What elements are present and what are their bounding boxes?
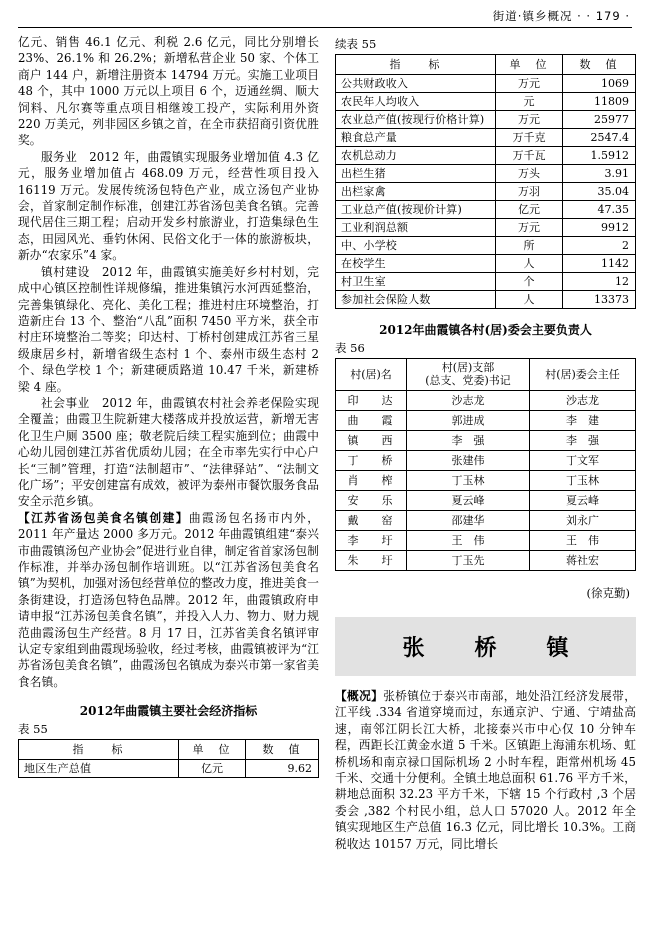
table55cont-row1-value: 11809 — [563, 93, 636, 111]
table56-row0-secretary: 沙志龙 — [407, 391, 530, 411]
table-row — [336, 93, 636, 111]
paragraph-town-village-construction: 镇村建设 2012 年，曲霞镇实施美好乡村村划，完成中心镇区控制性详规修编，推进集镇污水河西延整治，完善集镇绿化、亮化、美化工程；推进村庄环境整治，打造新庄台 13 个、整治“八乱”面积 7450 平方米，获全市村庄环境整治二等奖；印达村、丁桥村创建成江苏省三星级康居乡村，新增省级生态村 1 个、泰州市级生态村 2 个、绿色学校 1 个；新建硬质路道 10.47 千米，新建桥梁 4 座。 — [18, 264, 319, 394]
town-section-banner: 张 桥 镇 — [335, 617, 636, 676]
table56-row3-secretary: 张建伟 — [407, 451, 530, 471]
right-column — [335, 34, 636, 914]
table55cont-row10-value: 1142 — [563, 255, 636, 273]
paragraph-food-brand-lead: 【江苏省汤包美食名镇创建】 — [18, 510, 189, 525]
table55cont-row0-value: 1069 — [563, 75, 636, 93]
table55-header-value: 数 值 — [246, 740, 319, 760]
table55cont-row0-item: 公共财政收入 — [336, 75, 496, 93]
table-main-economic-indicators — [18, 739, 319, 778]
table56-row5-secretary: 夏云峰 — [407, 491, 530, 511]
table56-row4-director: 丁玉林 — [530, 471, 636, 491]
table56-title: 2012年曲霞镇各村(居)委会主要负责人 — [379, 323, 592, 337]
table-row — [336, 431, 636, 451]
table56-row0-director: 沙志龙 — [530, 391, 636, 411]
table55cont-row7-value: 47.35 — [563, 201, 636, 219]
table-row — [336, 165, 636, 183]
table-row — [336, 111, 636, 129]
table55cont-row3-value: 2547.4 — [563, 129, 636, 147]
table56-row1-village: 曲 霞 — [336, 411, 407, 431]
table55cont-row4-unit: 万千瓦 — [496, 147, 563, 165]
table55-row0-unit: 亿元 — [179, 760, 246, 778]
paragraph-overview — [335, 688, 636, 852]
table56-row4-village: 肖 榨 — [336, 471, 407, 491]
table-row — [336, 551, 636, 571]
table-row — [336, 411, 636, 431]
table55cont-row2-value: 25977 — [563, 111, 636, 129]
table56-header-secretary — [407, 359, 530, 391]
table-row — [336, 75, 636, 93]
header-page-dot-left: · — [586, 9, 592, 23]
table55cont-row9-value: 2 — [563, 237, 636, 255]
table55-header-unit: 单 位 — [179, 740, 246, 760]
table55cont-row12-value: 13373 — [563, 291, 636, 309]
table-row — [336, 237, 636, 255]
table-header-row — [19, 740, 319, 760]
header-section-title: 街道·镇乡概况 — [492, 9, 573, 23]
table56-header-village: 村(居)名 — [336, 359, 407, 391]
table55cont-row2-unit: 万元 — [496, 111, 563, 129]
table55cont-row8-item: 工业利润总额 — [336, 219, 496, 237]
header-page-dot-right: · — [625, 9, 630, 23]
table55cont-row9-item: 中、小学校 — [336, 237, 496, 255]
table55cont-row5-item: 出栏生猪 — [336, 165, 496, 183]
table55cont-row12-item: 参加社会保险人数 — [336, 291, 496, 309]
table56-header-director: 村(居)委会主任 — [530, 359, 636, 391]
table-row — [336, 531, 636, 551]
table56-row8-secretary: 丁玉先 — [407, 551, 530, 571]
table55cont-row6-unit: 万羽 — [496, 183, 563, 201]
table56-row0-village: 印 达 — [336, 391, 407, 411]
table55cont-row2-item: 农业总产值(按现行价格计算) — [336, 111, 496, 129]
table56-row3-village: 丁 桥 — [336, 451, 407, 471]
table-header-row — [336, 359, 636, 391]
table55cont-row0-unit: 万元 — [496, 75, 563, 93]
table55cont-row5-value: 3.91 — [563, 165, 636, 183]
table56-row5-village: 安 乐 — [336, 491, 407, 511]
table56-row8-director: 蒋社宏 — [530, 551, 636, 571]
table55cont-row11-value: 12 — [563, 273, 636, 291]
paragraph-service-industry: 服务业 2012 年，曲霞镇实现服务业增加值 4.3 亿元，服务业增加值占 468.09 万元，经营性项目投入 16119 万元。发展传统汤包特色产业，成立汤包产业协会，首家制定制作标准，创建江苏省汤包美食名镇。完善现代居住三期工程；启动开发乡村旅游业，打造集绿色生态，田园风光、垂钓休闲、民俗文化于一体的旅游板块，新办“农家乐”4 家。 — [18, 149, 319, 263]
header-divider — [18, 27, 632, 28]
table55-cont-label: 续表 55 — [335, 37, 377, 51]
table-row — [336, 273, 636, 291]
table-row — [336, 391, 636, 411]
page-header — [18, 8, 632, 27]
table-row — [336, 511, 636, 531]
table-row — [19, 760, 319, 778]
table56-row1-director: 李 建 — [530, 411, 636, 431]
table-row — [336, 147, 636, 165]
table56-label: 表 56 — [335, 341, 365, 355]
table55cont-header-item: 指 标 — [336, 55, 496, 75]
table55-header-item: 指 标 — [19, 740, 179, 760]
table-village-leaders — [335, 358, 636, 571]
table56-row6-director: 刘永广 — [530, 511, 636, 531]
paragraph-social-undertakings: 社会事业 2012 年，曲霞镇农村社会养老保险实现全覆盖；曲霞卫生院新建大楼落成并投放运营，新增无害化卫生户厕 3500 座；敬老院后续工程实施到位；曲霞中心幼儿园创建江苏省优质幼儿园；在全市率先实行中心户长“三制”管理，打造“法制超市”、“法律驿站”、“法制文化广场”；平安创建富有成效，被评为泰州市餐饮服务食品安全示范乡镇。 — [18, 395, 319, 509]
table55-row0-item: 地区生产总值 — [19, 760, 179, 778]
table55cont-row1-item: 农民年人均收入 — [336, 93, 496, 111]
table56-row7-director: 王 伟 — [530, 531, 636, 551]
table-row — [336, 129, 636, 147]
table55cont-header-unit: 单 位 — [496, 55, 563, 75]
table55cont-row11-unit: 个 — [496, 273, 563, 291]
table56-row3-director: 丁文军 — [530, 451, 636, 471]
table55cont-row1-unit: 元 — [496, 93, 563, 111]
table55-title: 2012年曲霞镇主要社会经济指标 — [79, 704, 258, 719]
table-main-economic-indicators-continued — [335, 54, 636, 309]
paragraph-continued: 亿元、销售 46.1 亿元、利税 2.6 亿元，同比分别增长 23%、26.1% 和 26.2%；新增私营企业 50 家、个体工商户 144 户，新增注册资本 14794 万元。实施工业项目 48 个，其中 1000 万元以上项目 6 个，迈通丝绸、顺大饲料、凡尔赛等重点项目相继竣工投产，实际利用外资 220 万美元，列非园区乡镇之首，在全市获招商引资优胜奖。 — [18, 35, 319, 148]
table56-row6-village: 戴 窑 — [336, 511, 407, 531]
table56-row2-secretary: 李 强 — [407, 431, 530, 451]
table55cont-row10-item: 在校学生 — [336, 255, 496, 273]
table55cont-row3-item: 粮食总产量 — [336, 129, 496, 147]
table56-row2-director: 李 强 — [530, 431, 636, 451]
table55cont-row7-item: 工业总产值(按现价计算) — [336, 201, 496, 219]
table55cont-row6-value: 35.04 — [563, 183, 636, 201]
table-row — [336, 201, 636, 219]
table55cont-row9-unit: 所 — [496, 237, 563, 255]
two-column-body — [18, 34, 636, 914]
paragraph-overview-text: 张桥镇位于泰兴市南部，地处沿江经济发展带，江平线 .334 省道穿境而过，东通京沪、宁通、宁靖盐高速，南邻江阴长江大桥，北接泰兴市中心仅 10 分钟车程，西距长江黄金水道 5 千米。区镇距上海浦东机场、虹桥机场和南京禄口国际机场 2 小时车程，距常州机场 45 千米、交通十分便利。全镇土地总面积 61.76 平方千米，耕地总面积 32.23 平方千米，下辖 15 个行政村 ,3 个居委会 ,382 个村民小组，总人口 57020 人。2012 年全镇实现地区生产总值 16.3 亿元，同比增长 10.3%。工商税收达 10157 万元，同比增长 — [335, 689, 636, 851]
table56-row6-secretary: 邵建华 — [407, 511, 530, 531]
table56-row4-secretary: 丁玉林 — [407, 471, 530, 491]
paragraph-overview-lead: 【概况】 — [335, 689, 384, 703]
table55cont-row11-item: 村卫生室 — [336, 273, 496, 291]
table-row — [336, 255, 636, 273]
table56-row7-secretary: 王 伟 — [407, 531, 530, 551]
table55-label: 表 55 — [18, 722, 48, 737]
author-signature: (徐克勤) — [586, 586, 630, 600]
table55cont-row4-value: 1.5912 — [563, 147, 636, 165]
table56-row8-village: 朱 圩 — [336, 551, 407, 571]
table-row — [336, 471, 636, 491]
table55cont-row10-unit: 人 — [496, 255, 563, 273]
table55cont-row7-unit: 亿元 — [496, 201, 563, 219]
table55cont-row8-unit: 万元 — [496, 219, 563, 237]
table56-header-secretary-line1: 村(居)支部 — [441, 361, 495, 374]
table55-row0-value: 9.62 — [246, 760, 319, 778]
table56-row1-secretary: 郭进成 — [407, 411, 530, 431]
table56-header-secretary-line2: (总支、党委)书记 — [425, 373, 511, 387]
paragraph-food-brand-text: 曲霞汤包名扬市内外，2011 年产量达 2000 多万元。2012 年曲霞镇组建“泰兴市曲霞镇汤包产业协会”促进行业自律，制定省首家汤包制作标准，并举办汤包制作培训班。以“江苏省汤包美食名镇”为契机，加强对汤包经营单位的整改力度，推进美食一条街建设，打造汤包特色品牌。2012 年，曲霞镇政府申请申报“江苏汤包美食名镇”，并投入人力、物力、财力规范曲霞汤包生产经营。8 月 17 日，江苏省美食名镇评审认定专家组到曲霞现场验收，经过考核，曲霞镇被评为“江苏省汤包美食名镇”，曲霞汤包名镇成为泰兴市第一家省美食名镇。 — [18, 510, 319, 689]
table-row — [336, 491, 636, 511]
table55cont-header-value: 数 值 — [563, 55, 636, 75]
table55cont-row5-unit: 万头 — [496, 165, 563, 183]
table-row — [336, 291, 636, 309]
table-row — [336, 219, 636, 237]
header-separator: · — [577, 9, 582, 23]
left-column — [18, 34, 319, 914]
table55cont-row4-item: 农机总动力 — [336, 147, 496, 165]
table56-row2-village: 镇 西 — [336, 431, 407, 451]
paragraph-food-brand — [18, 510, 319, 690]
table-row — [336, 183, 636, 201]
table55cont-row3-unit: 万千克 — [496, 129, 563, 147]
table55cont-row6-item: 出栏家禽 — [336, 183, 496, 201]
table56-row5-director: 夏云峰 — [530, 491, 636, 511]
header-page-number: 179 — [595, 9, 621, 23]
table-header-row — [336, 55, 636, 75]
table55cont-row12-unit: 人 — [496, 291, 563, 309]
table-row — [336, 451, 636, 471]
table55cont-row8-value: 9912 — [563, 219, 636, 237]
table56-row7-village: 李 圩 — [336, 531, 407, 551]
